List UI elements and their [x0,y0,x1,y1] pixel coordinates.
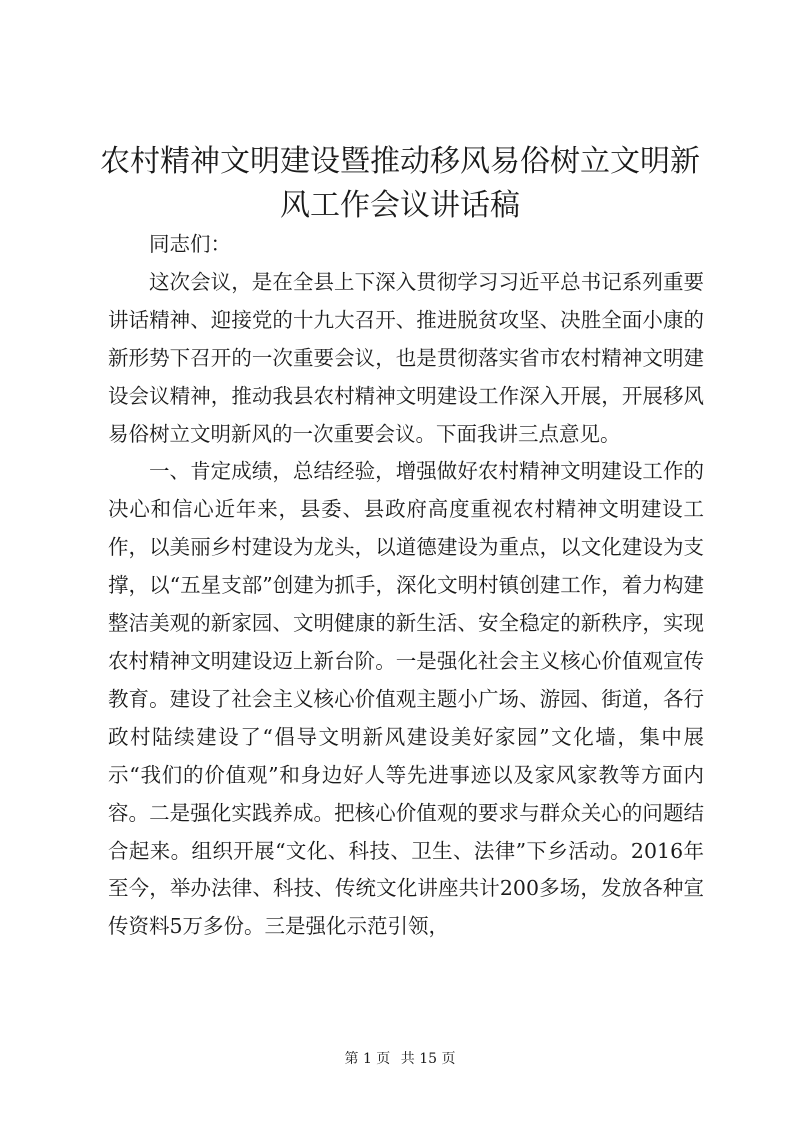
page-number: 第 1 页 [344,1051,391,1067]
paragraph-1: 这次会议，是在全县上下深入贯彻学习习近平总书记系列重要讲话精神、迎接党的十九大召开、推进脱贫攻坚、决胜全面小康的新形势下召开的一次重要会议，也是贯彻落实省市农村精神文明建设会议精神，推动我县农村精神文明建设工作深入开展，开展移风易俗树立文明新风的一次重要会议。下面我讲三点意见。 [108,269,704,446]
page-total: 共 15 页 [400,1051,456,1067]
page-footer [0,1048,800,1068]
document-title [100,140,700,228]
salutation: 同志们： [149,232,231,256]
paragraph-2: 一、肯定成绩，总结经验，增强做好农村精神文明建设工作的决心和信心近年来，县委、县政府高度重视农村精神文明建设工作，以美丽乡村建设为龙头，以道德建设为重点，以文化建设为支撑，以“五星支部”创建为抓手，深化文明村镇创建工作，着力构建整洁美观的新家园、文明健康的新生活、安全稳定的新秩序，实现农村精神文明建设迈上新台阶。一是强化社会主义核心价值观宣传教育。建设了社会主义核心价值观主题小广场、游园、街道，各行政村陆续建设了“倡导文明新风建设美好家园”文化墙，集中展示“我们的价值观”和身边好人等先进事迹以及家风家教等方面内容。二是强化实践养成。把核心价值观的要求与群众关心的问题结合起来。组织开展“文化、科技、卫生、法律”下乡活动。2016年至今，举办法律、科技、传统文化讲座共计200多场，发放各种宣传资料5万多份。三是强化示范引领， [108,459,704,939]
document-body [108,226,704,946]
title-line-1: 农村精神文明建设暨推动移风易俗树立文明新 [100,144,700,179]
title-line-2: 风工作会议讲话稿 [280,188,520,223]
